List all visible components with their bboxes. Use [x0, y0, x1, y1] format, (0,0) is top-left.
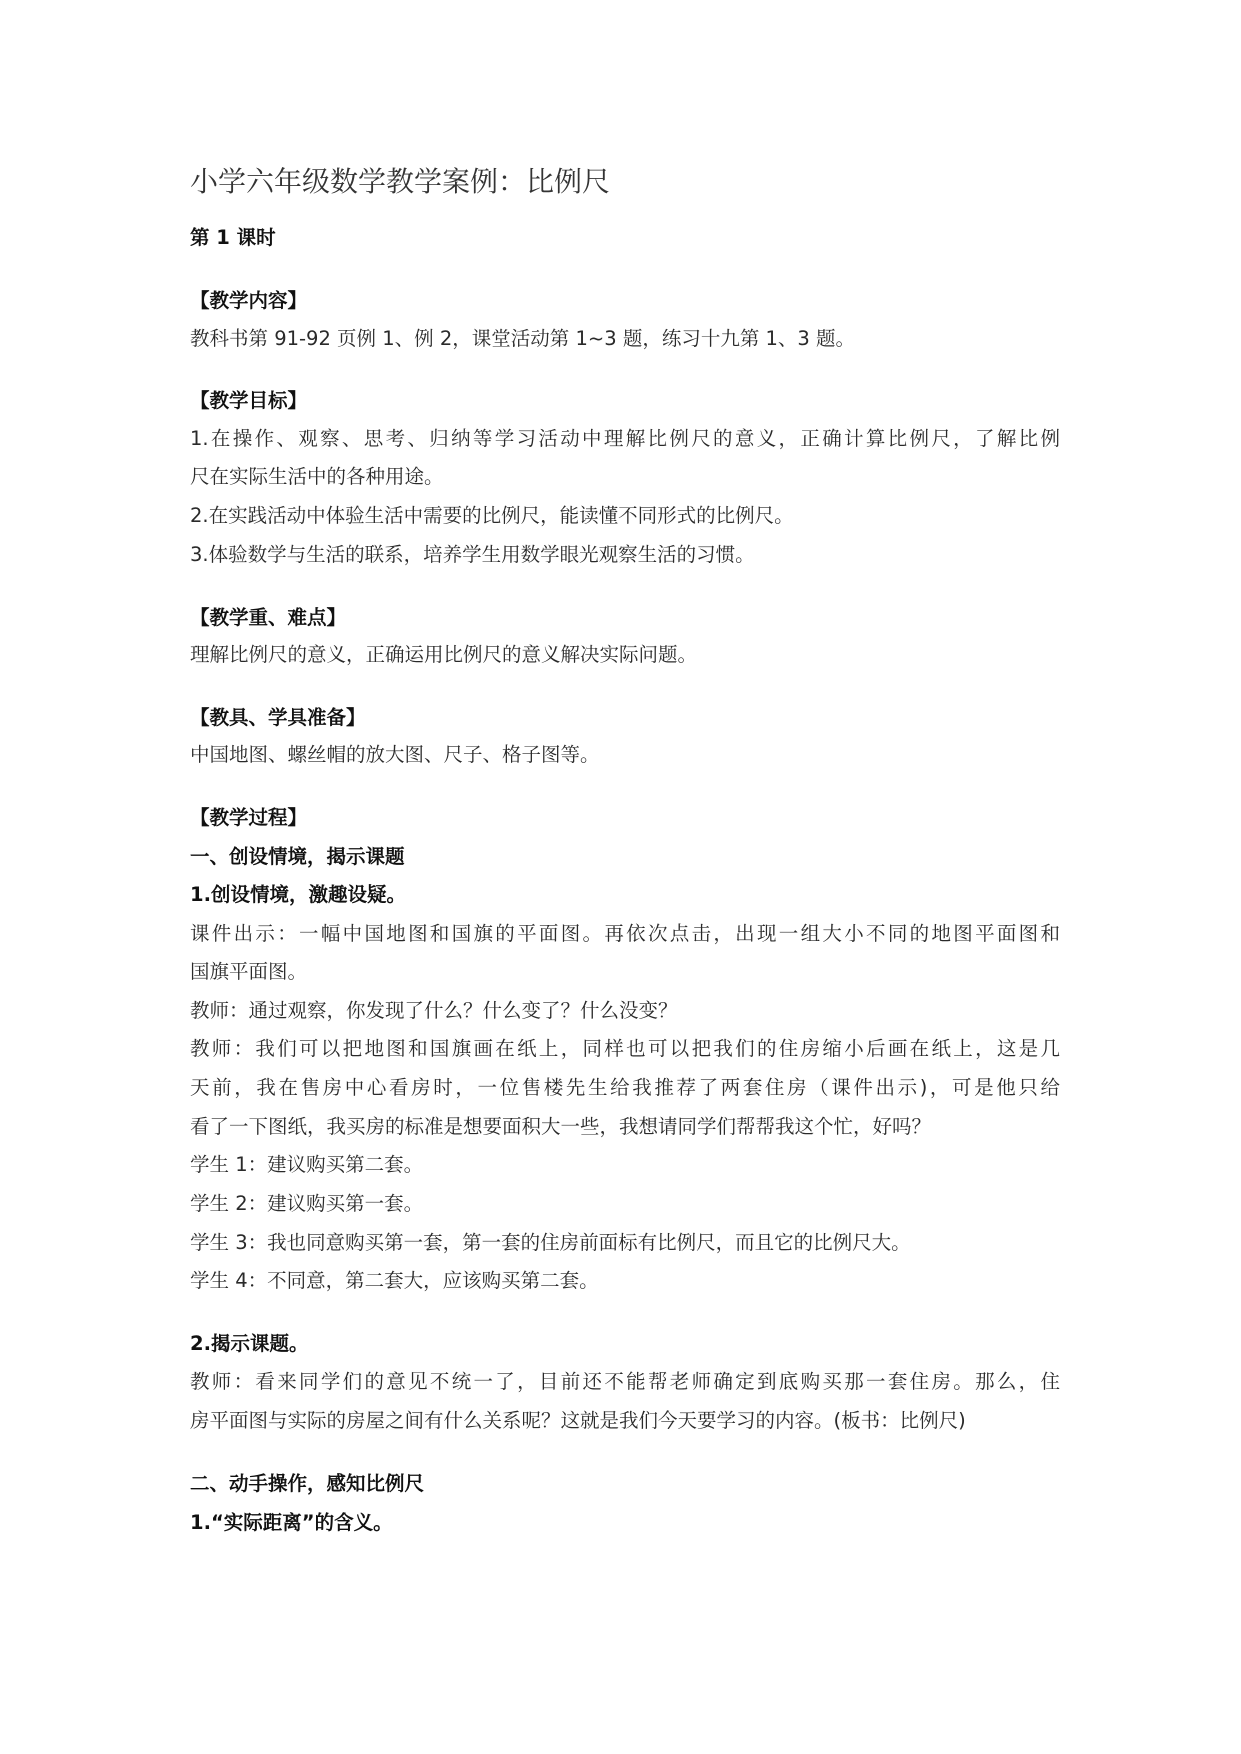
paragraph-1-line-2: 国旗平面图。: [190, 960, 308, 983]
sub-1-heading: 1.创设情境，激趣设疑。: [190, 883, 406, 906]
lesson-label: 第 1 课时: [190, 226, 276, 249]
content-text: 教科书第 91-92 页例 1、例 2，课堂活动第 1~3 题，练习十九第 1、3 题。: [190, 327, 856, 350]
goal-2: 2.在实践活动中体验生活中需要的比例尺，能读懂不同形式的比例尺。: [190, 504, 794, 527]
paragraph-3-line-2: 天前，我在售房中心看房时，一位售楼先生给我推荐了两套住房（课件出示)，可是他只给: [190, 1076, 1060, 1099]
section-1-heading: 一、创设情境，揭示课题: [190, 845, 405, 868]
student-4: 学生 4：不同意，第二套大，应该购买第二套。: [190, 1269, 599, 1292]
goal-1-line-2: 尺在实际生活中的各种用途。: [190, 465, 444, 488]
goals-heading: 【教学目标】: [190, 389, 308, 412]
paragraph-1-line-1: 课件出示：一幅中国地图和国旗的平面图。再依次点击，出现一组大小不同的地图平面图和: [190, 922, 1060, 945]
content-heading: 【教学内容】: [190, 289, 308, 312]
paragraph-4-line-1: 教师：看来同学们的意见不统一了，目前还不能帮老师确定到底购买那一套住房。那么，住: [190, 1370, 1060, 1393]
paragraph-3-line-1: 教师：我们可以把地图和国旗画在纸上，同样也可以把我们的住房缩小后画在纸上，这是几: [190, 1037, 1060, 1060]
goal-3: 3.体验数学与生活的联系，培养学生用数学眼光观察生活的习惯。: [190, 543, 755, 566]
prep-text: 中国地图、螺丝帽的放大图、尺子、格子图等。: [190, 743, 600, 766]
student-3: 学生 3：我也同意购买第一套，第一套的住房前面标有比例尺，而且它的比例尺大。: [190, 1231, 911, 1254]
sub-2-heading: 2.揭示课题。: [190, 1332, 309, 1355]
prep-heading: 【教具、学具准备】: [190, 706, 366, 729]
student-1: 学生 1：建议购买第二套。: [190, 1153, 424, 1176]
key-text: 理解比例尺的意义，正确运用比例尺的意义解决实际问题。: [190, 643, 698, 666]
key-heading: 【教学重、难点】: [190, 606, 347, 629]
goal-1-line-1: 1.在操作、观察、思考、归纳等学习活动中理解比例尺的意义，正确计算比例尺，了解比例: [190, 427, 1060, 450]
paragraph-3-line-3: 看了一下图纸，我买房的标准是想要面积大一些，我想请同学们帮帮我这个忙，好吗？: [190, 1115, 932, 1138]
student-2: 学生 2：建议购买第一套。: [190, 1192, 424, 1215]
page-title: 小学六年级数学教学案例：比例尺: [190, 165, 611, 198]
section-2-heading: 二、动手操作，感知比例尺: [190, 1472, 425, 1495]
paragraph-4-line-2: 房平面图与实际的房屋之间有什么关系呢？这就是我们今天要学习的内容。(板书：比例尺): [190, 1409, 966, 1432]
process-heading: 【教学过程】: [190, 806, 308, 829]
paragraph-2: 教师：通过观察，你发现了什么？什么变了？什么没变？: [190, 999, 678, 1022]
sub-3-heading: 1.“实际距离”的含义。: [190, 1511, 393, 1534]
